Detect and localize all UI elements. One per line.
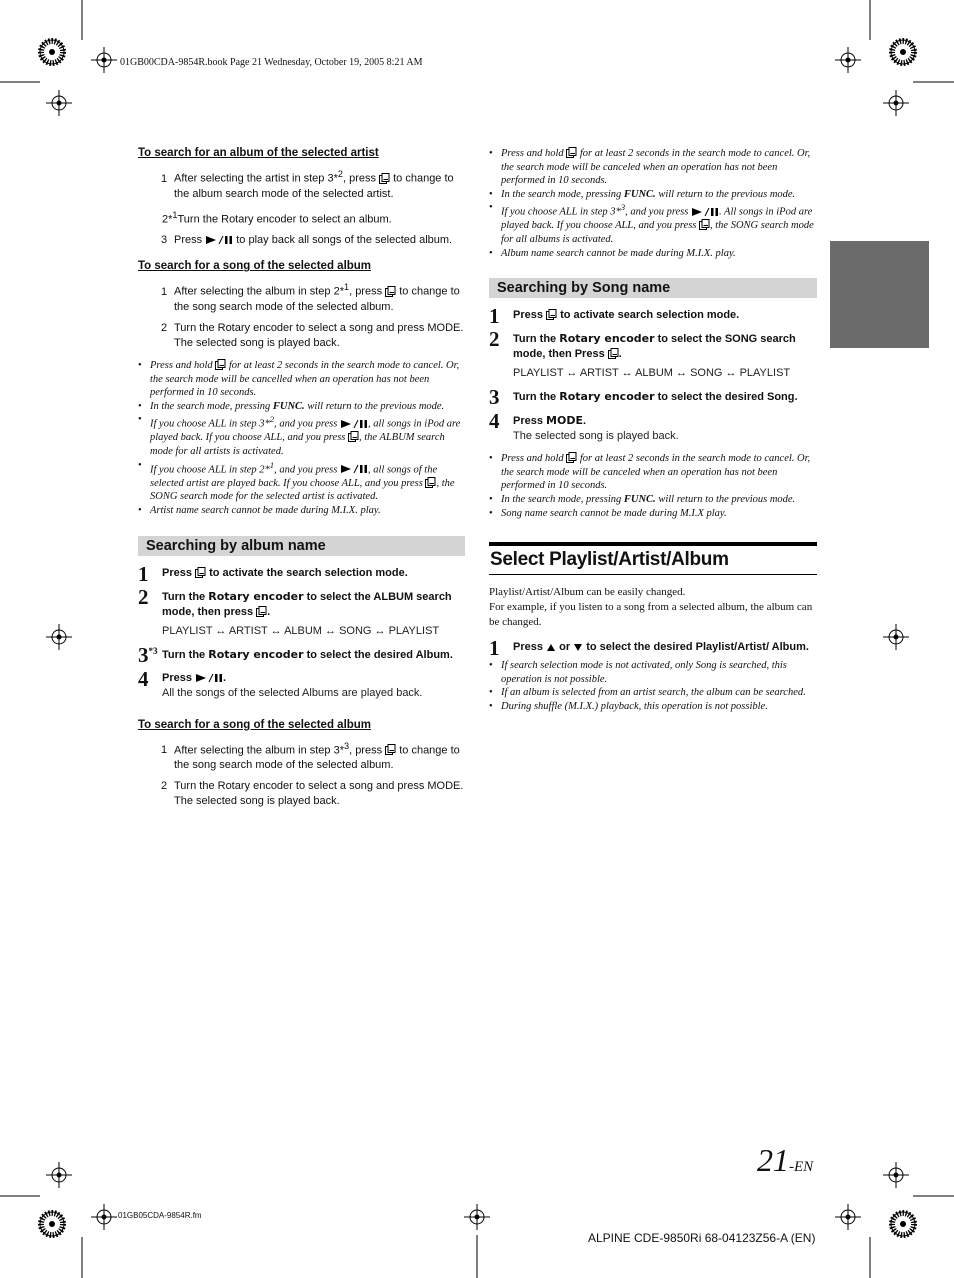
search-button-icon [546, 309, 557, 320]
play-pause-icon [340, 464, 368, 474]
search-button-icon [425, 477, 436, 488]
list-item: • If search selection mode is not activated, only Song is searched, this operation is not possible. [489, 659, 817, 686]
book-info-header: 01GB00CDA-9854R.book Page 21 Wednesday, October 19, 2005 8:21 AM [120, 57, 423, 68]
list-item: • Press and hold for at least 2 seconds in the search mode to cancel. Or, the search mode will be canceled when an operation has not been performed in 10 seconds. [489, 452, 817, 493]
mode-sequence: PLAYLIST ↔ ARTIST ↔ ALBUM ↔ SONG ↔ PLAYLIST [513, 367, 791, 380]
list-item: • Press and hold for at least 2 seconds in the search mode to cancel. Or, the search mode will be canceled when an operation has not been performed in 10 seconds. [489, 147, 817, 188]
list-item: 1 After selecting the artist in step 3*$^2$, press to change to the album search mode of the selected artist. [161, 169, 454, 200]
step-1: 1 Press to activate the search selection mode. [138, 561, 408, 586]
footer-model-info: ALPINE CDE-9850Ri 68-04123Z56-A (EN) [588, 1231, 816, 1245]
footer-file-name: 01GB05CDA-9854R.fm [118, 1211, 202, 1220]
search-button-icon [385, 286, 396, 297]
page-number: 21-EN [757, 1142, 814, 1178]
list-item: • In the search mode, pressing FUNC. will return to the previous mode. [138, 400, 465, 414]
search-button-icon [256, 606, 267, 617]
down-arrow-icon [573, 643, 583, 652]
search-button-icon [566, 452, 577, 463]
list-item: • Song name search cannot be made during M.I.X play. [489, 507, 817, 521]
list-item: 2 Turn the Rotary encoder to select a song and press MODE. The selected song is played back. [161, 780, 464, 808]
step-1: 1 Press or to select the desired Playlist/Artist/ Album. [489, 636, 809, 661]
list-item: • Artist name search cannot be made during M.I.X. play. [138, 504, 465, 518]
right-column [489, 147, 817, 714]
list-item: • In the search mode, pressing FUNC. will return to the previous mode. [489, 188, 817, 202]
section-title-select: Select Playlist/Artist/Album [489, 542, 817, 575]
list-item: • Press and hold for at least 2 seconds in the search mode to cancel. Or, the search mode will be cancelled when an operation has not been performed in 10 seconds. [138, 359, 465, 400]
notes-list [138, 359, 465, 518]
paragraph: Playlist/Artist/Album can be easily changed. For example, if you listen to a song from a selected album, the album can be changed. [489, 586, 813, 629]
section-tab [830, 241, 929, 348]
section-heading-song: Searching by Song name [489, 278, 817, 298]
list-item: • Album name search cannot be made during M.I.X. play. [489, 247, 817, 261]
search-button-icon [348, 431, 359, 442]
search-button-icon [379, 173, 390, 184]
step-4: 4 Press . All the songs of the selected Albums are played back. [138, 666, 423, 699]
subheading-song-of-album-2: To search for a song of the selected album [138, 718, 372, 731]
list-item: • If you choose ALL in step 2*$^1$, and you press , all songs of the selected artist are played back. If you choose ALL, and you press , the SONG search mode for the selected artist is activated. [138, 459, 465, 504]
list-item: • If you choose ALL in step 3*$^3$, and you press . All songs in iPod are played back. If you choose ALL, and you press , the SONG search mode for all albums is activated. [489, 201, 817, 246]
notes-list [489, 452, 817, 520]
left-column [138, 147, 465, 815]
play-pause-icon [195, 673, 223, 683]
play-pause-icon [691, 207, 719, 217]
notes-list [489, 147, 817, 260]
list-item: 1 After selecting the album in step 3*$^3$, press to change to the song search mode of the selected album. [161, 740, 460, 772]
search-button-icon [215, 359, 226, 370]
subheading-album-of-artist: To search for an album of the selected artist [138, 147, 379, 159]
step-3: 3$^{*3}$ Turn the Rotary encoder to select the desired Album. [138, 642, 453, 667]
play-pause-icon [340, 419, 368, 429]
list-item: • In the search mode, pressing FUNC. will return to the previous mode. [489, 493, 817, 507]
up-arrow-icon [546, 643, 556, 652]
step-3: 3 Turn the Rotary encoder to select the desired Song. [489, 385, 798, 410]
search-button-icon [566, 147, 577, 158]
list-item: • During shuffle (M.I.X.) playback, this operation is not possible. [489, 700, 817, 714]
search-button-icon [699, 219, 710, 230]
play-pause-icon [205, 235, 233, 245]
section-heading-album: Searching by album name [138, 536, 465, 556]
search-button-icon [608, 348, 619, 359]
step-1: 1 Press to activate search selection mode. [489, 304, 740, 329]
search-button-icon [195, 567, 206, 578]
step-4: 4 Press MODE. The selected song is played back. [489, 409, 679, 443]
list-item: 2 Turn the Rotary encoder to select a song and press MODE. The selected song is played back. [161, 321, 464, 349]
subheading-song-of-album: To search for a song of the selected album [138, 260, 372, 273]
mode-sequence: PLAYLIST ↔ ARTIST ↔ ALBUM ↔ SONG ↔ PLAYLIST [162, 624, 440, 637]
list-item: 3 Press to play back all songs of the selected album. [161, 234, 453, 247]
step-2: 2 Turn the Rotary encoder to select the ALBUM search mode, then press . PLAYLIST ↔ ARTIST ↔ ALBUM ↔ SONG ↔ PLAYLIST [138, 589, 465, 639]
step-2: 2 Turn the Rotary encoder to select the SONG search mode, then Press . PLAYLIST ↔ ARTIST ↔ ALBUM ↔ SONG ↔ PLAYLIST [489, 331, 817, 381]
note-line: 2*$^1$Turn the Rotary encoder to select an album. [162, 209, 392, 226]
search-button-icon [385, 744, 396, 755]
notes-list [489, 659, 817, 713]
list-item: • If an album is selected from an artist search, the album can be searched. [489, 686, 817, 700]
list-item: • If you choose ALL in step 3*$^2$, and you press , all songs in iPod are played back. If you choose ALL, and you press , the ALBUM search mode for all artists is activated. [138, 413, 465, 458]
list-item: 1 After selecting the album in step 2*$^1$, press to change to the song search mode of the selected album. [161, 282, 460, 313]
